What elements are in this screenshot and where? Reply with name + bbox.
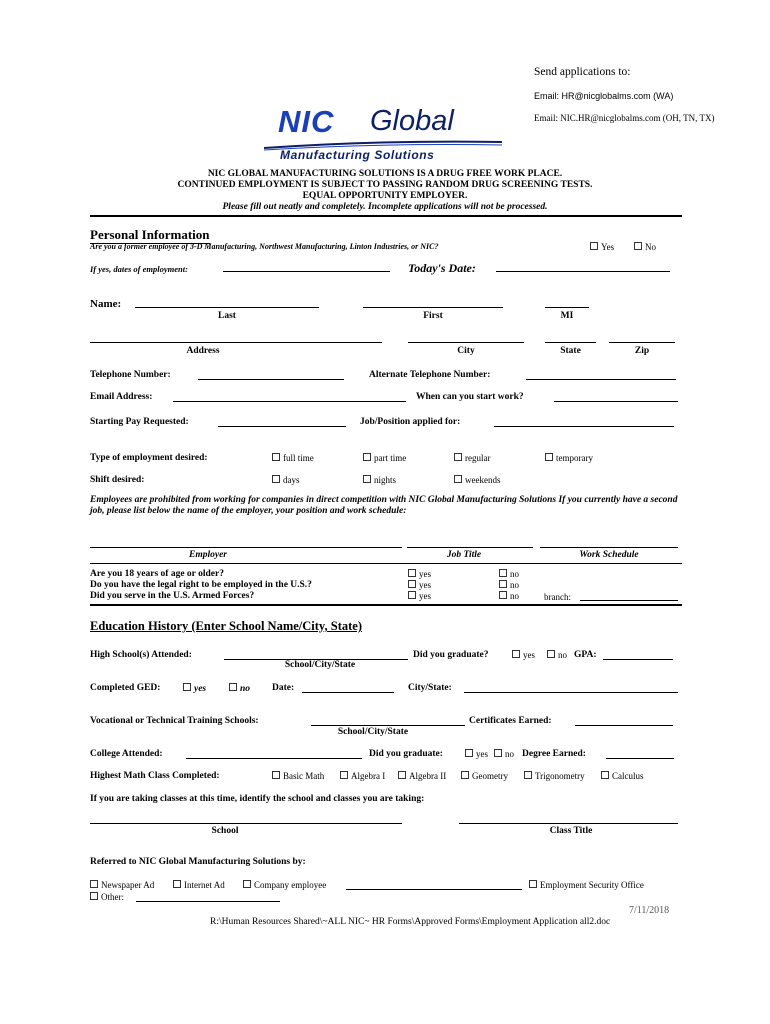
legal-yes-label: yes	[419, 580, 431, 590]
second-job-title-field[interactable]	[407, 538, 533, 548]
armed-no-label: no	[510, 591, 519, 601]
class-title-caption: Class Title	[549, 826, 593, 836]
checkbox-icon[interactable]	[90, 892, 98, 900]
legal-yes[interactable]	[408, 580, 431, 590]
zip-caption: Zip	[634, 346, 650, 356]
first-caption: First	[423, 311, 443, 321]
work-schedule-caption: Work Schedule	[579, 550, 639, 560]
current-classes-label: If you are taking classes at this time, identify the school and classes you are taking:	[90, 794, 425, 804]
personal-info-title: Personal Information	[90, 227, 210, 242]
checkbox-icon[interactable]	[499, 591, 507, 599]
middle-initial-field[interactable]	[545, 298, 589, 308]
college-graduate-yes[interactable]	[465, 749, 488, 759]
referral-newspaper[interactable]	[90, 880, 154, 890]
branch-label: branch:	[544, 592, 571, 602]
age-yes-label: yes	[419, 569, 431, 579]
armed-forces-question: Did you serve in the U.S. Armed Forces?	[90, 591, 255, 601]
checkbox-icon[interactable]	[229, 683, 237, 691]
math-algebra-1-label: Algebra I	[351, 771, 386, 781]
ged-city-state-field[interactable]	[464, 683, 678, 693]
second-job-schedule-field[interactable]	[540, 538, 678, 548]
age-no-label: no	[510, 569, 519, 579]
hs-graduate-yes-label: yes	[523, 650, 535, 660]
telephone-field[interactable]	[198, 370, 344, 380]
company-logo	[262, 104, 512, 166]
notice-drug-free: NIC GLOBAL MANUFACTURING SOLUTIONS IS A DRUG FREE WORK PLACE.	[207, 169, 563, 179]
math-algebra-2[interactable]	[398, 771, 446, 781]
checkbox-icon[interactable]	[512, 650, 520, 658]
checkbox-icon[interactable]	[529, 880, 537, 888]
checkbox-icon[interactable]	[243, 880, 251, 888]
former-yes-label: Yes	[601, 242, 615, 252]
employer-caption: Employer	[189, 550, 227, 560]
current-school-field[interactable]	[90, 814, 402, 824]
state-field[interactable]	[545, 333, 596, 343]
shift-weekends-label: weekends	[465, 475, 501, 485]
telephone-label: Telephone Number:	[90, 370, 171, 380]
personal-end-divider	[90, 604, 682, 606]
checkbox-icon[interactable]	[601, 771, 609, 779]
second-job-employer-field[interactable]	[90, 538, 402, 548]
math-trigonometry[interactable]	[524, 771, 585, 781]
last-caption: Last	[218, 311, 236, 321]
checkbox-icon[interactable]	[454, 475, 462, 483]
checkbox-icon[interactable]	[340, 771, 348, 779]
legal-no-label: no	[510, 580, 519, 590]
notice-divider	[90, 215, 682, 217]
math-trigonometry-label: Trigonometry	[535, 771, 585, 781]
todays-date-label: Today's Date:	[408, 261, 476, 275]
referral-internet[interactable]	[173, 880, 225, 890]
checkbox-icon[interactable]	[465, 749, 473, 757]
email-label: Email Address:	[90, 392, 153, 402]
hs-graduate-no[interactable]	[547, 650, 567, 660]
branch-field[interactable]	[580, 591, 678, 601]
math-basic-label: Basic Math	[283, 771, 325, 781]
age-yes[interactable]	[408, 569, 431, 579]
logo-brand-light: Global	[370, 105, 454, 137]
referral-internet-label: Internet Ad	[184, 880, 225, 890]
armed-no[interactable]	[499, 591, 519, 601]
dates-employment-field[interactable]	[223, 262, 390, 272]
type-part-time[interactable]	[363, 453, 406, 463]
last-name-field[interactable]	[135, 298, 319, 308]
college-graduate-no-label: no	[505, 749, 514, 759]
checkbox-icon[interactable]	[90, 880, 98, 888]
armed-yes-label: yes	[419, 591, 431, 601]
college-label: College Attended:	[90, 749, 163, 759]
referral-employee-field[interactable]	[346, 880, 522, 890]
ged-label: Completed GED:	[90, 683, 161, 693]
vocational-field[interactable]	[311, 716, 465, 726]
checkbox-icon[interactable]	[363, 475, 371, 483]
shift-label: Shift desired:	[90, 475, 145, 485]
checkbox-icon[interactable]	[272, 475, 280, 483]
hs-graduate-no-label: no	[558, 650, 567, 660]
notice-instructions: Please fill out neatly and completely. Incomplete applications will not be processed.	[222, 202, 548, 212]
ged-date-field[interactable]	[302, 683, 394, 693]
position-field[interactable]	[494, 417, 674, 427]
starting-pay-field[interactable]	[218, 417, 346, 427]
math-class-label: Highest Math Class Completed:	[90, 771, 220, 781]
high-school-field[interactable]	[224, 650, 408, 660]
notice-drug-testing: CONTINUED EMPLOYMENT IS SUBJECT TO PASSING RANDOM DRUG SCREENING TESTS.	[177, 180, 593, 190]
ged-date-label: Date:	[272, 683, 295, 693]
start-date-label: When can you start work?	[416, 392, 524, 402]
math-calculus-label: Calculus	[612, 771, 644, 781]
shift-days-label: days	[283, 475, 300, 485]
checkbox-icon[interactable]	[408, 569, 416, 577]
shift-days[interactable]	[272, 475, 300, 485]
checkbox-icon[interactable]	[272, 771, 280, 779]
type-full-time[interactable]	[272, 453, 314, 463]
shift-nights[interactable]	[363, 475, 396, 485]
city-caption: City	[457, 346, 475, 356]
starting-pay-label: Starting Pay Requested:	[90, 417, 189, 427]
checkbox-icon[interactable]	[408, 580, 416, 588]
referral-label: Referred to NIC Global Manufacturing Solutions by:	[90, 857, 306, 867]
checkbox-icon[interactable]	[524, 771, 532, 779]
math-geometry[interactable]	[461, 771, 508, 781]
referral-employee[interactable]	[243, 880, 326, 890]
competition-note: Employees are prohibited from working for companies in direct competition with NIC Global Manufacturing Solutions If you currently have a second job, please list below the name of the employer, your position and work schedule:	[90, 495, 678, 516]
referral-other-field[interactable]	[136, 892, 280, 902]
math-algebra-2-label: Algebra II	[409, 771, 447, 781]
city-field[interactable]	[408, 333, 524, 343]
age-question: Are you 18 years of age or older?	[90, 569, 224, 579]
position-label: Job/Position applied for:	[360, 417, 461, 427]
checkbox-icon[interactable]	[590, 242, 598, 250]
high-school-caption: School/City/State	[284, 660, 356, 670]
second-job-divider	[90, 563, 682, 564]
footer-file-path: R:\Human Resources Shared\~ALL NIC~ HR Forms\Approved Forms\Employment Application all2.doc	[210, 917, 611, 927]
referral-other[interactable]	[90, 892, 124, 902]
checkbox-icon[interactable]	[547, 650, 555, 658]
referral-employee-label: Company employee	[254, 880, 327, 890]
job-title-caption: Job Title	[446, 550, 482, 560]
gpa-label: GPA:	[574, 650, 597, 660]
math-basic[interactable]	[272, 771, 324, 781]
former-no-label: No	[645, 242, 656, 252]
send-email-wa[interactable]: Email: HR@nicglobalms.com (WA)	[534, 91, 674, 101]
legal-no[interactable]	[499, 580, 519, 590]
age-no[interactable]	[499, 569, 519, 579]
alt-telephone-field[interactable]	[526, 370, 676, 380]
todays-date-field[interactable]	[496, 262, 670, 272]
college-field[interactable]	[186, 749, 362, 759]
checkbox-icon[interactable]	[173, 880, 181, 888]
alt-telephone-label: Alternate Telephone Number:	[369, 370, 491, 380]
math-calculus[interactable]	[601, 771, 644, 781]
gpa-field[interactable]	[603, 650, 673, 660]
mi-caption: MI	[560, 311, 574, 321]
shift-nights-label: nights	[374, 475, 397, 485]
shift-weekends[interactable]	[454, 475, 501, 485]
start-date-field[interactable]	[554, 392, 678, 402]
former-employee-question: Are you a former employee of 3-D Manufacturing, Northwest Manufacturing, Linton Industries, or NIC?	[90, 242, 439, 251]
ged-yes-label: yes	[194, 684, 207, 694]
ged-yes[interactable]	[183, 683, 206, 694]
checkbox-icon[interactable]	[545, 453, 553, 461]
state-caption: State	[560, 346, 581, 356]
dates-employment-label: If yes, dates of employment:	[90, 264, 188, 274]
college-graduate-no[interactable]	[494, 749, 514, 759]
vocational-label: Vocational or Technical Training Schools:	[90, 716, 259, 726]
ged-no-label: no	[240, 684, 251, 694]
referral-security-office[interactable]	[529, 880, 644, 890]
type-part-time-label: part time	[374, 453, 407, 463]
math-algebra-1[interactable]	[340, 771, 385, 781]
type-temporary[interactable]	[545, 453, 593, 463]
college-graduate-label: Did you graduate:	[369, 749, 443, 759]
employment-type-label: Type of employment desired:	[90, 453, 208, 463]
footer-date: 7/11/2018	[629, 905, 670, 916]
college-graduate-yes-label: yes	[476, 749, 488, 759]
address-caption: Address	[186, 346, 220, 356]
type-regular[interactable]	[454, 453, 490, 463]
math-geometry-label: Geometry	[472, 771, 508, 781]
logo-brand-bold: NIC	[278, 104, 335, 139]
send-email-oh[interactable]: Email: NIC.HR@nicglobalms.com (OH, TN, TX)	[534, 113, 715, 123]
education-title: Education History (Enter School Name/City, State)	[90, 619, 362, 633]
former-no-option[interactable]	[634, 242, 656, 252]
checkbox-icon[interactable]	[461, 771, 469, 779]
certificates-label: Certificates Earned:	[469, 716, 552, 726]
checkbox-icon[interactable]	[398, 771, 406, 779]
degree-field[interactable]	[606, 749, 674, 759]
email-field[interactable]	[173, 392, 406, 402]
high-school-label: High School(s) Attended:	[90, 650, 192, 660]
logo-tagline: Manufacturing Solutions	[280, 148, 435, 162]
hs-graduate-yes[interactable]	[512, 650, 535, 660]
former-yes-option[interactable]	[590, 242, 614, 252]
checkbox-icon[interactable]	[454, 453, 462, 461]
referral-security-office-label: Employment Security Office	[540, 880, 644, 890]
school-caption: School	[211, 826, 239, 836]
ged-city-state-label: City/State:	[408, 683, 452, 693]
notice-equal-opportunity: EQUAL OPPORTUNITY EMPLOYER.	[302, 191, 468, 201]
referral-other-label: Other:	[101, 892, 124, 902]
address-field[interactable]	[90, 333, 382, 343]
checkbox-icon[interactable]	[183, 683, 191, 691]
checkbox-icon[interactable]	[363, 453, 371, 461]
send-applications-heading: Send applications to:	[534, 66, 631, 78]
certificates-field[interactable]	[575, 716, 673, 726]
armed-yes[interactable]	[408, 591, 431, 601]
zip-field[interactable]	[609, 333, 675, 343]
ged-no[interactable]	[229, 683, 250, 694]
legal-question: Do you have the legal right to be employed in the U.S.?	[90, 580, 312, 590]
checkbox-icon[interactable]	[499, 580, 507, 588]
referral-newspaper-label: Newspaper Ad	[101, 880, 155, 890]
type-regular-label: regular	[465, 453, 491, 463]
checkbox-icon[interactable]	[634, 242, 642, 250]
checkbox-icon[interactable]	[408, 591, 416, 599]
checkbox-icon[interactable]	[272, 453, 280, 461]
checkbox-icon[interactable]	[494, 749, 502, 757]
hs-graduate-label: Did you graduate?	[413, 650, 489, 660]
first-name-field[interactable]	[363, 298, 503, 308]
current-class-field[interactable]	[459, 814, 678, 824]
type-temporary-label: temporary	[556, 453, 593, 463]
name-label: Name:	[90, 298, 122, 310]
type-full-time-label: full time	[283, 453, 314, 463]
checkbox-icon[interactable]	[499, 569, 507, 577]
vocational-caption: School/City/State	[337, 727, 409, 737]
degree-label: Degree Earned:	[522, 749, 586, 759]
